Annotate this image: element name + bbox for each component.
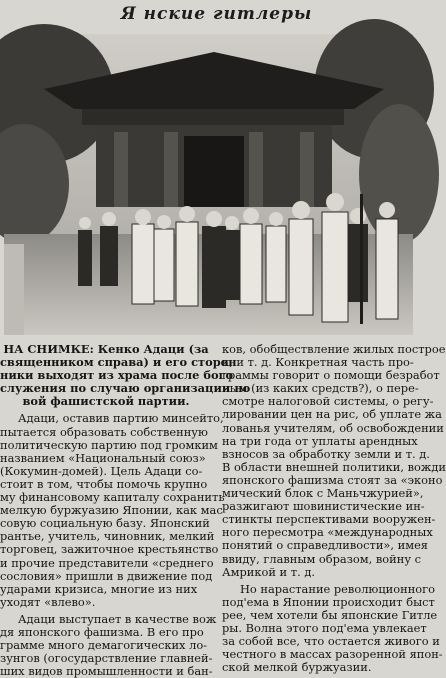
text-line: понятий о справедливости», имея: [222, 538, 428, 553]
text-line: и прочие представители «среднего: [0, 555, 214, 570]
text-line: ного пересмотра «международных: [222, 525, 433, 540]
text-line: за собой все, что остается живого и: [222, 634, 440, 649]
text-line: уходят «влево».: [0, 594, 96, 609]
text-line: честного в массах разоренной япон-: [222, 647, 443, 662]
text-line: ударами кризиса, многие из них: [0, 581, 198, 596]
text-line: названием «Национальный союз»: [0, 450, 206, 465]
text-line: совую социальную базу. Японский: [0, 516, 210, 531]
text-line: лировании цен на рис, об уплате жа: [222, 407, 442, 422]
text-line: стоит в том, чтобы помочь крупно: [0, 476, 208, 491]
text-line: пытается образовать собственную: [0, 424, 208, 439]
paragraph: [222, 581, 443, 675]
text-line: Адаци, оставив партию минсейто,: [18, 411, 224, 426]
text-line: на три года от уплаты арендных: [222, 433, 418, 448]
caption-line: священником справа) и его сторон: [0, 355, 237, 370]
text-line: лованья учителям, об освобождении: [222, 420, 444, 435]
photo-caption: [0, 342, 251, 409]
text-line: зунгов (огосударствление главней-: [0, 651, 213, 666]
text-line: политическую партию под громким: [0, 437, 218, 452]
photo-crowd-leaving-temple: [4, 34, 413, 335]
text-line: грамме много демагогических ло-: [0, 638, 208, 653]
caption-line: вой фашистской партии.: [22, 394, 190, 409]
text-line: В области внешней политики, вожди: [222, 459, 446, 474]
text-line: Но нарастание революционного: [240, 581, 435, 596]
caption-line: служения по случаю организации но: [0, 381, 251, 396]
paragraph: [0, 411, 225, 609]
text-line: ков, обобществление жилых построе: [222, 342, 446, 356]
text-line: торговец, зажиточное крестьянство: [0, 542, 219, 557]
text-line: Амрикой и т. д.: [222, 564, 315, 579]
text-line: мический блок с Маньчжурией»,: [222, 486, 424, 501]
text-line: смотре налоговой системы, о регу-: [222, 394, 434, 409]
text-line: Адаци выступает в качестве вож: [18, 611, 217, 626]
text-line: ным (из каких средств?), о пере-: [222, 381, 419, 396]
text-line: ры. Волна этого под'ема увлекает: [222, 620, 427, 635]
caption-line: НА СНИМКЕ: Кенко Адаци (за: [3, 342, 209, 356]
text-line: стинкты перспективами вооружен-: [222, 512, 436, 527]
text-line: взносов за обработку земли и т. д.: [222, 446, 430, 461]
right-column: [222, 342, 446, 675]
text-line: мелкую буржуазию Японии, как мас: [0, 503, 223, 518]
news-photo: [4, 34, 413, 335]
text-line: сословия» пришли в движение под: [0, 568, 213, 583]
paragraph: [222, 342, 446, 579]
text-line: рее, чем хотели бы японские Гитле: [222, 607, 438, 622]
text-line: ших видов промышленности и бан-: [0, 664, 213, 678]
text-line: граммы говорит о помощи безработ: [222, 368, 440, 383]
text-line: к, и т. д. Конкретная часть про-: [222, 355, 414, 370]
text-line: (Кокумин-домей). Цель Адаци со-: [0, 463, 203, 478]
text-line: японского фашизма стоят за «эконо: [222, 472, 443, 487]
text-line: му финансовому капиталу сохранить: [0, 490, 225, 505]
text-line: дя японского фашизма. В его про: [0, 624, 204, 639]
text-line: ввиду, главным образом, войну с: [222, 551, 422, 566]
caption-line: ники выходят из храма после бого: [0, 368, 234, 383]
article-headline: Я нские гитлеры: [120, 4, 313, 24]
text-line: под'ема в Японии происходит быст: [222, 594, 435, 609]
text-line: разжигают шовинистические ин-: [222, 499, 425, 514]
text-line: ской мелкой буржуазии.: [222, 660, 372, 675]
left-column: [0, 342, 251, 678]
text-line: рантье, учитель, чиновник, мелкий: [0, 529, 215, 544]
paragraph: [0, 611, 217, 678]
